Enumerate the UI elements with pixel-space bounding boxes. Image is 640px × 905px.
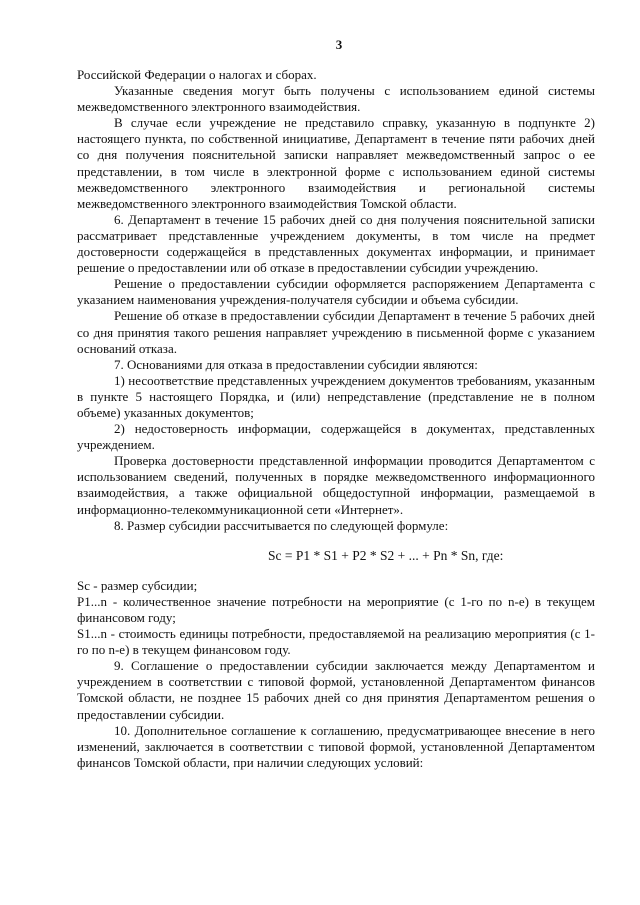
- paragraph-continuation: Российской Федерации о налогах и сборах.: [77, 67, 317, 82]
- paragraph-item-6: 6. Департамент в течение 15 рабочих дней со дня получения пояснительной записки рассматривает представленные учреждением документы, в том числе на предмет достоверности содержащейся в представленных документах информации, и принимает решение о предоставлении или об отказе в предоставлении субсидии учреждению.: [77, 211, 595, 276]
- paragraph-reason-2: 2) недостоверность информации, содержащейся в документах, представленных учреждением.: [77, 421, 595, 453]
- subsidy-formula: Sc = P1 * S1 + P2 * S2 + ... + Pn * Sn, где:: [268, 547, 504, 563]
- paragraph-info-source: Указанные сведения могут быть получены с использованием единой системы межведомственного электронного взаимодействия.: [77, 83, 595, 115]
- definition-s: S1...n - стоимость единицы потребности, предоставляемой на реализацию мероприятия (с 1-го по n-е) в текущем финансовом году.: [77, 626, 595, 658]
- paragraph-reason-1: 1) несоответствие представленных учреждением документов требованиям, указанным в пункте 5 настоящего Порядка, и (или) непредставление (представление не в полном объеме) указанных документов;: [77, 372, 595, 420]
- paragraph-decision-refused: Решение об отказе в предоставлении субсидии Департамент в течение 5 рабочих дней со дня принятия такого решения направляет учреждению в письменной форме с указанием оснований отказа.: [77, 308, 595, 356]
- paragraph-item-10: 10. Дополнительное соглашение к соглашению, предусматривающее внесение в него изменений, заключается в соответствии с типовой формой, установленной Департаментом финансов Томской области, при наличии следующих условий:: [77, 722, 595, 770]
- paragraph-item-7: 7. Основаниями для отказа в предоставлении субсидии являются:: [114, 356, 478, 372]
- paragraph-verification: Проверка достоверности представленной информации проводится Департаментом с использованием сведений, полученных в порядке межведомственного информационного взаимодействия, а также официальной общедоступной информации, размещаемой в информационно-телекоммуникационной сети «Интернет».: [77, 453, 595, 517]
- page-number: 3: [335, 37, 343, 52]
- paragraph-item-9: 9. Соглашение о предоставлении субсидии заключается между Департаментом и учреждением в соответствии с типовой формой, установленной Департаментом финансов Томской области, не позднее 15 рабочих дней со дня принятия Департаментом решения о предоставлении субсидии.: [77, 658, 595, 722]
- paragraph-interagency-request: В случае если учреждение не представило справку, указанную в подпункте 2) настоящего пункта, по собственной инициативе, Департамент в течение пяти рабочих дней со дня получения пояснительной записки направляет межведомственный запрос о ее представлении, в том числе в электронной форме с использованием единой системы межведомственного электронного взаимодействия и региональной системы межведомственного электронного взаимодействия Томской области.: [77, 115, 595, 211]
- paragraph-decision-granted: Решение о предоставлении субсидии оформляется распоряжением Департамента с указанием наименования учреждения-получателя субсидии и объема субсидии.: [77, 276, 595, 308]
- document-page: [77, 37, 595, 771]
- definition-p: P1...n - количественное значение потребности на мероприятие (с 1-го по n-е) в текущем финансовом году;: [77, 593, 595, 625]
- paragraph-item-8: 8. Размер субсидии рассчитывается по следующей формуле:: [114, 517, 449, 533]
- definition-sc: Sc - размер субсидии;: [77, 577, 198, 593]
